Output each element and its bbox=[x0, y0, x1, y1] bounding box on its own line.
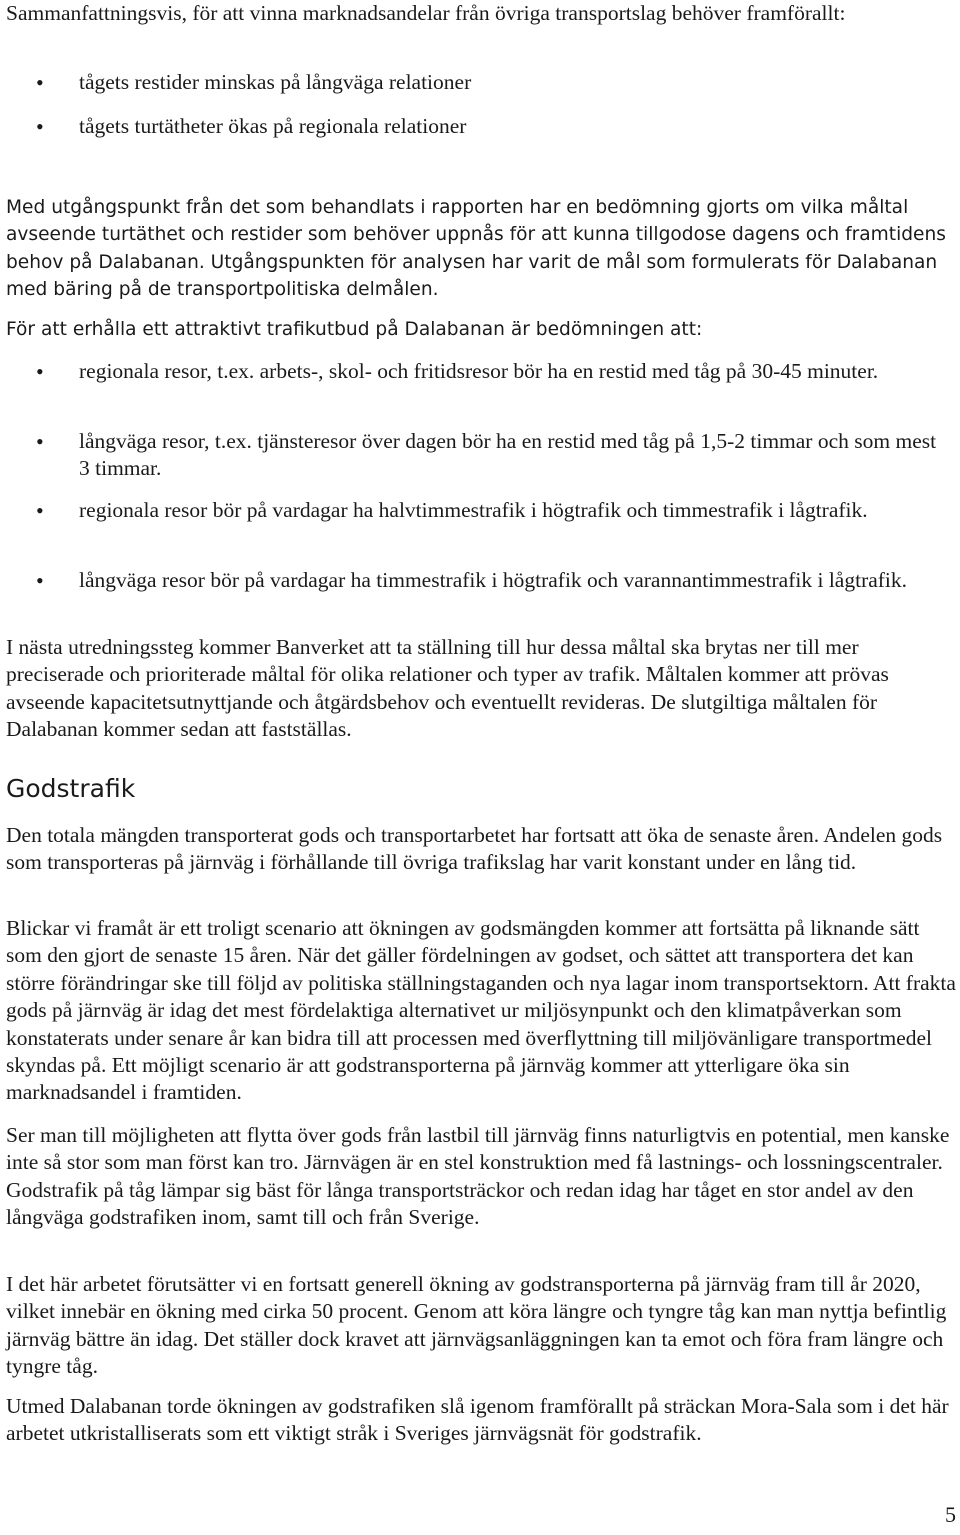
godstrafik-paragraph-2: Blickar vi framåt är ett troligt scenario att ökningen av godsmängden kommer att fortsätta på liknande sätt som den gjort de senaste 15 åren. När det gäller fördelningen av godset, och sättet att transportera det kan större förändringar ske till följd av politiska ställningstaganden och nya lagar inom transportsektorn. Att frakta gods på järnväg är idag det mest fördelaktiga alternativet ur miljösynpunkt och den klimatpåverkan som konstaterats under senare år kan bidra till att processen med överflyttning till miljövänligare transportmedel skyndas på. Ett möjligt scenario är att godstransporterna på järnväg kommer att ytterligare öka sin marknadsandel i framtiden. bbox=[6, 916, 956, 1105]
bullet-dot: • bbox=[36, 429, 44, 454]
bullet-dot: • bbox=[36, 359, 44, 384]
godstrafik-paragraph-1: Den totala mängden transporterat gods och transportarbetet har fortsatt att öka de senaste åren. Andelen gods som transporteras på järnväg i förhållande till övriga trafikslag har varit konstant under en lång tid. bbox=[6, 823, 943, 875]
bullet-dot: • bbox=[36, 70, 44, 95]
intro-bullet-1: tågets restider minskas på långväga relationer bbox=[79, 70, 472, 94]
page-number: 5 bbox=[945, 1502, 956, 1527]
targets-intro-paragraph: Med utgångspunkt från det som behandlats i rapporten har en bedömning gjorts om vilka måltal avseende turtäthet och restider som behöver uppnås för att kunna tillgodose dagens och framtidens behov på Dalabanan. Utgångspunkten för analysen har varit de mål som formulerats för Dalabanan med bäring på de transportpolitiska delmålen. bbox=[6, 197, 946, 301]
godstrafik-paragraph-4: I det här arbetet förutsätter vi en fortsatt generell ökning av godstransporterna på järnväg fram till år 2020, vilket innebär en ökning med cirka 50 procent. Genom att köra längre och tyngre tåg kan man nyttja befintlig järnväg bättre än idag. Det ställer dock kravet att järnvägsanläggningen kan ta emot och föra fram längre och tyngre tåg. bbox=[6, 1272, 947, 1379]
godstrafik-paragraph-3: Ser man till möjligheten att flytta över gods från lastbil till järnväg finns naturligtvis en potential, men kanske inte så stor som man först kan tro. Järnvägen är en stel konstruktion med få lastnings- och lossningscentraler. Godstrafik på tåg lämpar sig bäst för långa transportsträckor och redan idag har tåget en stor andel av den långväga godstrafiken inom, samt till och från Sverige. bbox=[6, 1123, 950, 1230]
bullet-dot: • bbox=[36, 498, 44, 523]
intro-bullet-2: tågets turtätheter ökas på regionala relationer bbox=[79, 114, 467, 138]
target-item-3: regionala resor bör på vardagar ha halvtimmestrafik i högtrafik och timmestrafik i lågtrafik. bbox=[79, 498, 868, 522]
target-item-4: långväga resor bör på vardagar ha timmestrafik i högtrafik och varannantimmestrafik i lågtrafik. bbox=[79, 568, 908, 592]
intro-paragraph: Sammanfattningsvis, för att vinna marknadsandelar från övriga transportslag behöver framförallt: bbox=[6, 1, 846, 25]
targets-lead-paragraph: För att erhålla ett attraktivt trafikutbud på Dalabanan är bedömningen att: bbox=[6, 319, 703, 340]
target-item-1: regionala resor, t.ex. arbets-, skol- och fritidsresor bör ha en restid med tåg på 30-45 minuter. bbox=[79, 359, 879, 383]
bullet-dot: • bbox=[36, 114, 44, 139]
bullet-dot: • bbox=[36, 568, 44, 593]
next-step-paragraph: I nästa utredningssteg kommer Banverket att ta ställning till hur dessa måltal ska brytas ner till mer preciserade och prioriterade måltal för olika relationer och typer av trafik. Måltalen kommer att prövas avseende kapacitetsutnyttjande och åtgärdsbehov och eventuellt revideras. De slutgiltiga måltalen för Dalabanan kommer sedan att fastställas. bbox=[6, 635, 889, 742]
section-heading: Godstrafik bbox=[6, 774, 136, 803]
target-item-2: långväga resor, t.ex. tjänsteresor över dagen bör ha en restid med tåg på 1,5-2 timmar och som mest 3 timmar. bbox=[79, 429, 937, 481]
godstrafik-paragraph-5: Utmed Dalabanan torde ökningen av godstrafiken slå igenom framförallt på sträckan Mora-Sala som i det här arbetet utkristalliserats som ett viktigt stråk i Sveriges järnvägsnät för godstrafik. bbox=[6, 1394, 949, 1446]
